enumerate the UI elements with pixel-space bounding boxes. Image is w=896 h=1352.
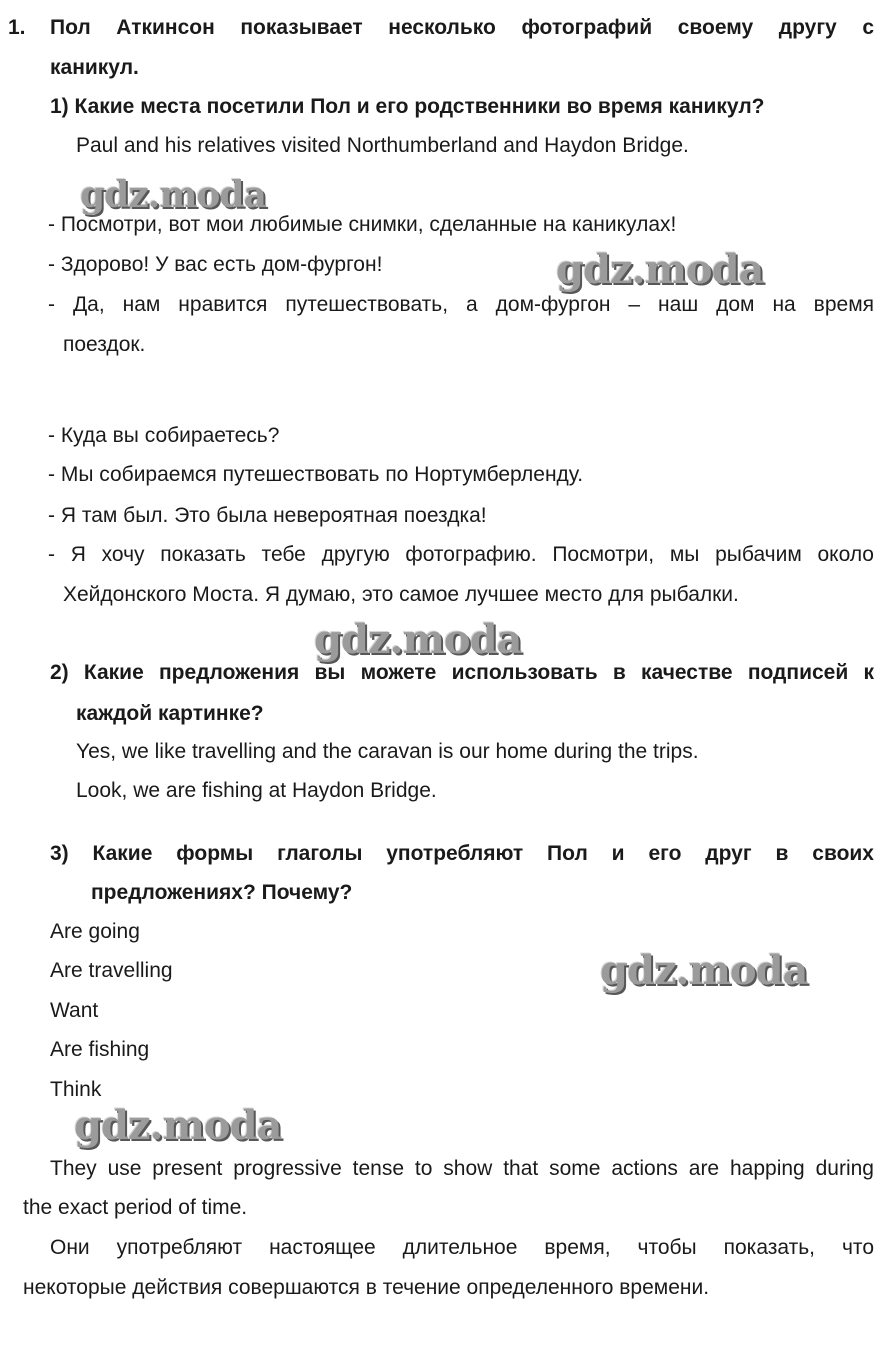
watermark: gdz.moda <box>556 246 764 293</box>
question-3-continued: предложениях? Почему? <box>91 881 353 904</box>
dialogue-line: - Посмотри, вот мои любимые снимки, сделанные на каникулах! <box>48 213 677 236</box>
task-title: Пол Аткинсон показывает несколько фотографий своему другу с <box>50 16 874 39</box>
dialogue-line: - Мы собираемся путешествовать по Нортумберленду. <box>48 463 584 486</box>
dialogue-line: - Куда вы собираетесь? <box>48 424 280 447</box>
verb-form-item: Want <box>50 999 99 1022</box>
question-2: 2) Какие предложения вы можете использовать в качестве подписей к <box>50 661 874 684</box>
verb-form-item: Think <box>50 1078 102 1101</box>
verb-form-item: Are travelling <box>50 959 173 982</box>
answer-2-item: Yes, we like travelling and the caravan is our home during the trips. <box>76 740 699 763</box>
watermark: gdz.moda <box>74 1102 282 1149</box>
question-1: 1) Какие места посетили Пол и его родственники во время каникул? <box>50 95 765 118</box>
task-number: 1. <box>8 16 26 39</box>
dialogue-line: - Да, нам нравится путешествовать, а дом-фургон – наш дом на время <box>48 293 874 316</box>
verb-form-item: Are fishing <box>50 1038 150 1061</box>
dialogue-line: - Я там был. Это была невероятная поездка! <box>48 504 487 527</box>
explanation-english-continued: the exact period of time. <box>23 1196 248 1219</box>
explanation-russian: Они употребляют настоящее длительное время, чтобы показать, что <box>50 1236 874 1259</box>
explanation-english: They use present progressive tense to show that some actions are happing during <box>50 1157 874 1180</box>
question-3: 3) Какие формы глаголы употребляют Пол и его друг в своих <box>50 842 874 865</box>
explanation-russian-continued: некоторые действия совершаются в течение определенного времени. <box>23 1276 710 1299</box>
watermark: gdz.moda <box>600 947 808 994</box>
question-2-continued: каждой картинке? <box>76 702 264 725</box>
dialogue-line: - Я хочу показать тебе другую фотографию. Посмотри, мы рыбачим около <box>48 543 874 566</box>
dialogue-line: Хейдонского Моста. Я думаю, это самое лучшее место для рыбалки. <box>63 583 739 606</box>
answer-1: Paul and his relatives visited Northumberland and Haydon Bridge. <box>76 134 689 157</box>
answer-2-item: Look, we are fishing at Haydon Bridge. <box>76 779 437 802</box>
watermark: gdz.moda <box>314 616 522 663</box>
dialogue-line: поездок. <box>63 333 146 356</box>
dialogue-line: - Здорово! У вас есть дом-фургон! <box>48 253 383 276</box>
watermark: gdz.moda <box>80 174 266 216</box>
task-title-continued: каникул. <box>50 56 139 79</box>
verb-form-item: Are going <box>50 920 140 943</box>
